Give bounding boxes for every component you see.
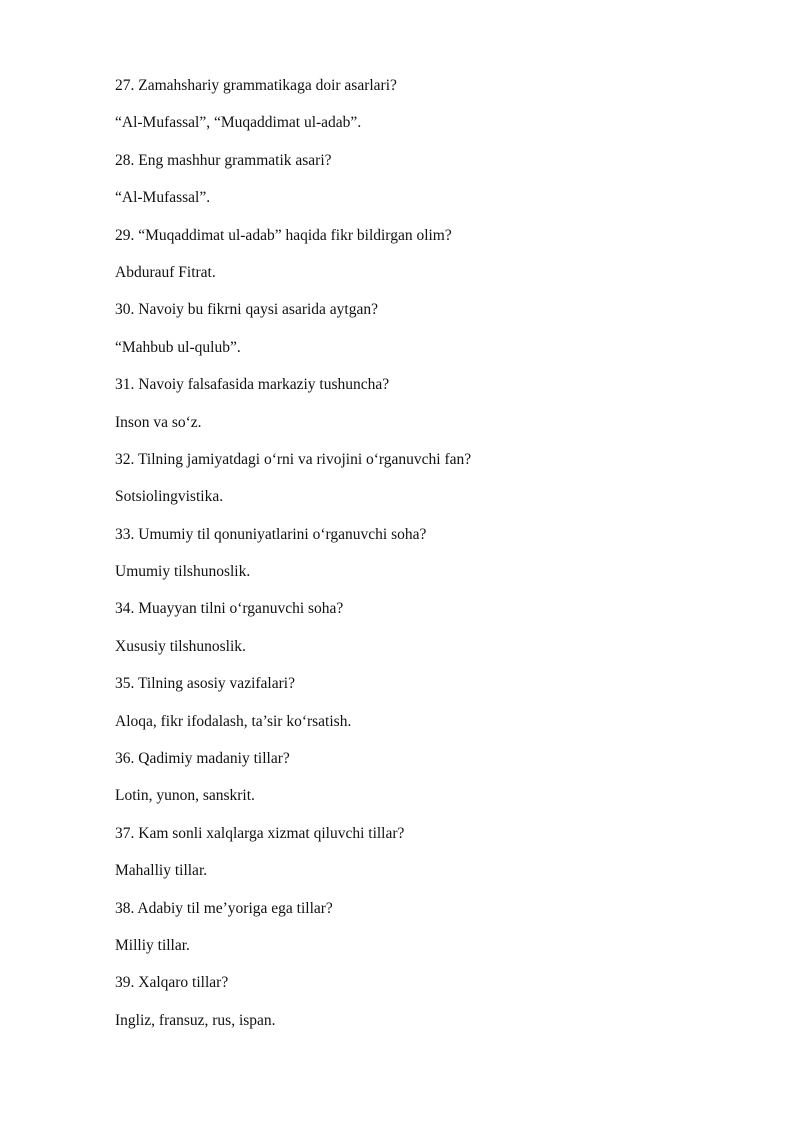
question-text: 34. Muayyan tilni o‘rganuvchi soha? [115,600,344,618]
question-text: 27. Zamahshariy grammatikaga doir asarlari? [115,77,397,94]
question-text: 31. Navoiy falsafasida markaziy tushuncha? [115,376,390,394]
qa-item [115,226,735,301]
qa-item [115,749,735,824]
question-text: 35. Tilning asosiy vazifalari? [115,675,295,693]
qa-item [115,899,735,974]
question-text: 33. Umumiy til qonuniyatlarini o‘rganuvchi soha? [115,525,427,543]
question-text: 28. Eng mashhur grammatik asari? [115,151,332,169]
qa-list [115,76,735,1048]
qa-item [115,599,735,674]
qa-item [115,824,735,899]
qa-item [115,300,735,375]
answer-text: Abdurauf Fitrat. [115,263,216,281]
question-text: 38. Adabiy til me’yoriga ega tillar? [115,899,333,917]
answer-text: Sotsiolingvistika. [115,488,224,506]
qa-item [115,525,735,600]
qa-item [115,151,735,226]
question-text: 32. Tilning jamiyatdagi o‘rni va rivojini o‘rganuvchi fan? [115,450,472,468]
question-text: 30. Navoiy bu fikrni qaysi asarida aytgan? [115,301,378,319]
qa-item [115,375,735,450]
answer-text: “Al-Mufassal”. [115,189,211,207]
answer-text: “Al-Mufassal”, “Muqaddimat ul-adab”. [115,114,362,132]
question-text: 39. Xalqaro tillar? [115,974,229,992]
answer-text: Umumiy tilshunoslik. [115,563,251,581]
answer-text: “Mahbub ul-qulub”. [115,338,241,356]
answer-text: Inson va so‘z. [115,413,202,431]
answer-text: Lotin, yunon, sanskrit. [115,787,255,805]
qa-item [115,450,735,525]
answer-text: Ingliz, fransuz, rus, ispan. [115,1011,276,1029]
answer-text: Aloqa, fikr ifodalash, ta’sir ko‘rsatish. [115,712,352,730]
question-text: 37. Kam sonli xalqlarga xizmat qiluvchi tillar? [115,824,405,842]
answer-text: Mahalliy tillar. [115,862,208,880]
answer-text: Xususiy tilshunoslik. [115,637,246,655]
question-text: 36. Qadimiy madaniy tillar? [115,750,290,768]
qa-item [115,973,735,1048]
qa-item [115,76,735,151]
answer-text: Milliy tillar. [115,936,190,954]
qa-item [115,674,735,749]
question-text: 29. “Muqaddimat ul-adab” haqida fikr bildirgan olim? [115,226,452,244]
